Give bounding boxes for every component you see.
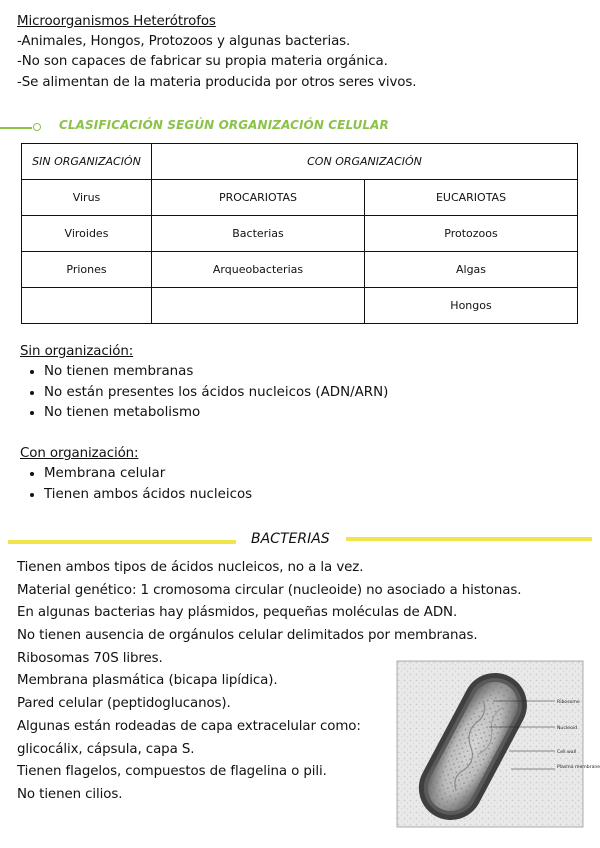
bacterias-line: Ribosomas 70S libres. [17,650,163,666]
table-cell: Algas [365,252,578,288]
section-dot [33,123,41,131]
bacterias-line: No tienen cilios. [17,786,123,802]
table-row [22,252,578,288]
bacterias-line: Tienen flagelos, compuestos de flagelina o pili. [17,764,327,780]
table-cell: Arqueobacterias [152,252,365,288]
classification-table [21,143,578,324]
table-cell: Virus [22,180,152,216]
bacterias-line: Algunas están rodeadas de capa extracelular como: [17,718,361,734]
bacterias-line: No tienen ausencia de orgánulos celular delimitados por membranas. [17,628,478,644]
intro-line: -Animales, Hongos, Protozoos y algunas bacterias. [17,34,351,49]
table-cell: Protozoos [365,216,578,252]
micrograph-label: Plasma membrane [557,765,600,770]
bacterias-title: BACTERIAS [251,531,330,547]
bacterias-line: Membrana plasmática (bicapa lipídica). [17,673,278,689]
bacterias-line: Tienen ambos tipos de ácidos nucleicos, no a la vez. [17,560,364,575]
table-row [22,288,578,324]
table-header-cell: CON ORGANIZACIÓN [152,144,578,180]
table-cell: PROCARIOTAS [152,180,365,216]
bacterias-rule-left [8,540,236,544]
section-title: CLASIFICACIÓN SEGÚN ORGANIZACIÓN CELULAR [59,118,389,132]
sin-org-list [18,362,388,424]
table-cell: Bacterias [152,216,365,252]
bacterias-line: glicocálix, cápsula, capa S. [17,741,195,757]
table-cell: Hongos [365,288,578,324]
intro-line: -Se alimentan de la materia producida por otros seres vivos. [17,75,417,90]
bacterias-line: En algunas bacterias hay plásmidos, pequeñas moléculas de ADN. [17,605,458,621]
table-header-row [22,144,578,180]
list-item: • No tienen membranas [44,362,388,383]
bacterias-line: Pared celular (peptidoglucanos). [17,696,231,712]
section-rule [0,127,32,129]
intro-heading: Microorganismos Heterótrofos [17,14,216,29]
list-item: • No están presentes los ácidos nucleicos (ADN/ARN) [44,383,388,404]
sin-org-heading: Sin organización: [20,344,134,359]
list-item: • Tienen ambos ácidos nucleicos [44,485,252,506]
micrograph-label: Cell wall [557,750,577,755]
bacterium-micrograph [397,661,600,827]
con-org-heading: Con organización: [20,446,139,461]
table-row [22,180,578,216]
bacterias-rule-right [346,537,592,541]
con-org-list [18,464,252,505]
table-cell [22,288,152,324]
table-row [22,216,578,252]
table-cell: Viroides [22,216,152,252]
bacterias-line: Material genético: 1 cromosoma circular (nucleoide) no asociado a histonas. [17,582,522,598]
table-header-cell: SIN ORGANIZACIÓN [22,144,152,180]
list-item: • Membrana celular [44,464,252,485]
micrograph-label: Ribosome [557,700,580,705]
table-cell: Priones [22,252,152,288]
table-cell: EUCARIOTAS [365,180,578,216]
table-cell [152,288,365,324]
intro-line: -No son capaces de fabricar su propia materia orgánica. [17,54,388,69]
list-item: • No tienen metabolismo [44,403,388,424]
micrograph-label: Nucleoid [557,726,577,731]
